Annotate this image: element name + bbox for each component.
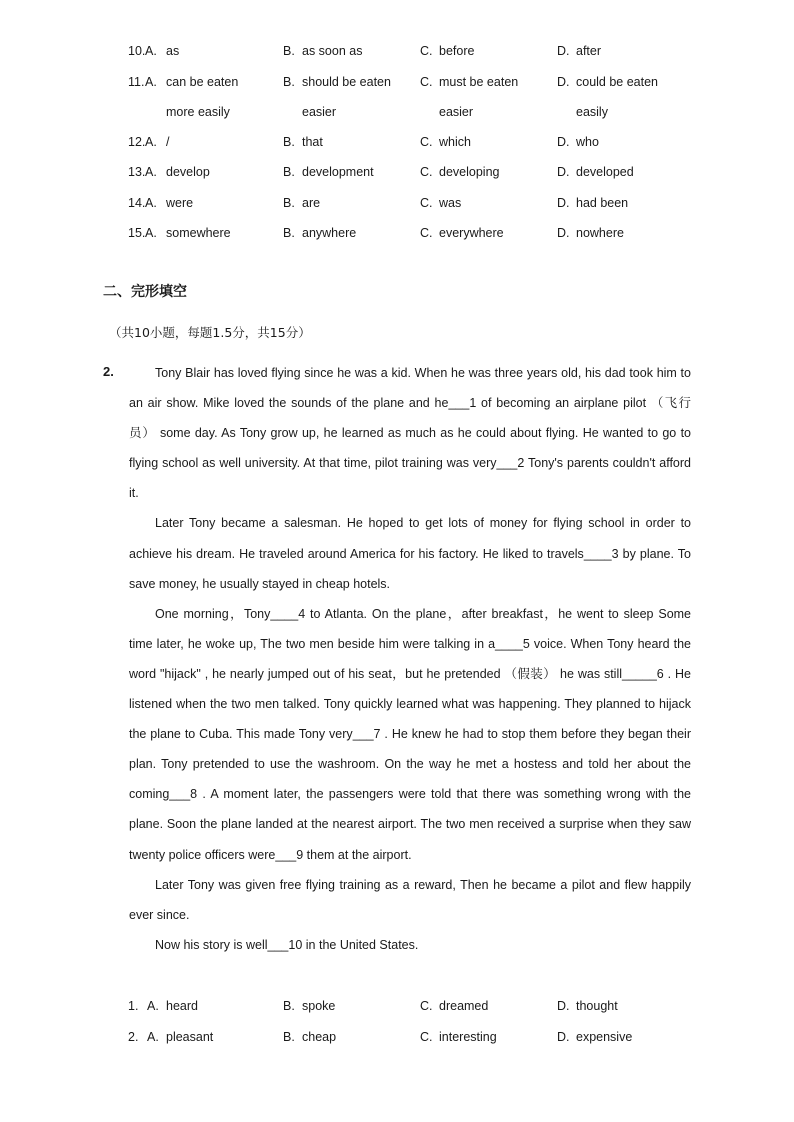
option-d: thought <box>576 999 618 1013</box>
option-row <box>128 188 728 219</box>
paragraph: Tony Blair has loved flying since he was a kid. When he was three years old, his dad took him to an air show. Mike loved the sounds of the plane and he___1 of becoming an airplane pilot （飞行员） some day. As Tony grow up, he learned as much as he could about flying. He wanted to go to flying school as well university. At that time, pilot training was very___2 Tony's parents couldn't afford it. <box>129 366 691 501</box>
option-d: had been <box>576 195 629 210</box>
option-letter: D. <box>557 999 570 1013</box>
option-row <box>128 991 728 1022</box>
option-letter: C. <box>420 134 433 149</box>
option-row <box>128 157 728 188</box>
option-row <box>128 67 728 127</box>
option-letter: B. <box>283 134 295 149</box>
option-d: could be eaten easily <box>576 74 659 119</box>
option-letter: A. <box>145 195 157 210</box>
option-letter: A. <box>145 165 157 179</box>
question-number: 2. <box>128 1029 139 1044</box>
option-c: before <box>439 44 475 58</box>
answer-options <box>128 991 728 1052</box>
blank-10: ___10 <box>267 937 303 952</box>
section-note: （共10小题，每题1.5分，共15分） <box>109 325 311 340</box>
option-b: anywhere <box>302 226 357 240</box>
option-a: / <box>166 134 170 149</box>
question-number: 12. <box>128 134 146 149</box>
section-title: 二、完形填空 <box>103 284 187 300</box>
option-letter: A. <box>145 226 157 240</box>
blank-4: ____4 <box>270 606 306 621</box>
option-c: must be eaten easier <box>439 74 519 119</box>
option-letter: A. <box>145 74 157 89</box>
option-letter: C. <box>420 999 433 1013</box>
option-b: as soon as <box>302 44 363 58</box>
option-d: after <box>576 44 602 58</box>
option-letter: D. <box>557 165 570 179</box>
option-letter: D. <box>557 226 570 240</box>
option-row <box>128 127 728 158</box>
option-letter: B. <box>283 74 295 89</box>
option-a: pleasant <box>166 1029 214 1044</box>
option-letter: B. <box>283 44 295 58</box>
option-a: as <box>166 44 180 58</box>
question-number: 10. <box>128 44 146 58</box>
option-c: which <box>439 134 471 149</box>
option-letter: C. <box>420 1029 433 1044</box>
paragraph: Later Tony became a salesman. He hoped to get lots of money for flying school in order to achieve his dream. He traveled around America for his factory. He liked to travels____3 by plane. To save money, he usually stayed in cheap hotels. <box>129 516 691 591</box>
option-d: expensive <box>576 1029 633 1044</box>
option-a: develop <box>166 165 210 179</box>
option-row <box>128 36 728 67</box>
option-b: development <box>302 165 374 179</box>
option-letter: A. <box>145 134 157 149</box>
paragraph: Now his story is well___10 in the United States. <box>155 937 419 952</box>
option-row <box>128 218 728 249</box>
blank-8: ___8 <box>169 787 198 802</box>
blank-1: ___1 <box>448 396 477 411</box>
blank-3: ____3 <box>583 546 619 561</box>
option-row <box>128 1022 728 1053</box>
blank-6: _____6 <box>622 666 664 681</box>
option-c: interesting <box>439 1029 497 1044</box>
option-letter: D. <box>557 1029 570 1044</box>
option-letter: D. <box>557 195 570 210</box>
option-d: nowhere <box>576 226 624 240</box>
question-number: 2. <box>103 364 114 379</box>
blank-9: ___9 <box>275 847 304 862</box>
option-letter: A. <box>147 999 159 1013</box>
option-b: cheap <box>302 1029 337 1044</box>
option-c: everywhere <box>439 226 504 240</box>
option-d: developed <box>576 165 634 179</box>
option-letter: B. <box>283 1029 295 1044</box>
option-letter: D. <box>557 134 570 149</box>
passage <box>129 358 691 960</box>
option-a: somewhere <box>166 226 231 240</box>
question-number: 14. <box>128 195 146 210</box>
option-letter: B. <box>283 999 295 1013</box>
option-a: were <box>166 195 194 210</box>
question-number: 11. <box>128 74 145 89</box>
option-c: dreamed <box>439 999 489 1013</box>
question-number: 13. <box>128 165 146 179</box>
option-letter: C. <box>420 226 433 240</box>
blank-2: ___2 <box>496 456 525 471</box>
paragraph: Later Tony was given free flying training as a reward, Then he became a pilot and flew happily ever since. <box>129 877 691 922</box>
option-b: are <box>302 195 321 210</box>
blank-5: ____5 <box>495 636 530 651</box>
question-number: 1. <box>128 999 139 1013</box>
question-number: 15. <box>128 226 146 240</box>
option-c: was <box>439 195 462 210</box>
option-c: developing <box>439 165 500 179</box>
option-d: who <box>576 134 599 149</box>
paragraph: One morning，Tony____4 to Atlanta. On the plane，after breakfast，he went to sleep Some time later, he woke up, The two men beside him were talking in a____5 voice. When Tony heard the word "hijack" , he nearly jumped out of his seat，but he pretended （假装） he was still_____6 . He listened when the two men talked. Tony quickly learned what was happening. They planned to hijack the plane to Cuba. This made Tony very___7 . He knew he had to stop them before they began their plan. Tony pretended to use the washroom. On the way he met a hostess and told her about the coming___8 . A moment later, the passengers were told that there was something wrong with the plane. Soon the plane landed at the nearest airport. The two men received a surprise when they saw twenty police officers were___9 them at the airport. <box>129 606 692 862</box>
blank-7: ___7 <box>352 727 381 742</box>
option-letter: D. <box>557 44 570 58</box>
option-b: spoke <box>302 999 336 1013</box>
option-letter: A. <box>145 44 157 58</box>
option-b: that <box>302 134 323 149</box>
option-a: can be eaten more easily <box>166 74 239 119</box>
option-letter: C. <box>420 44 433 58</box>
option-letter: B. <box>283 226 295 240</box>
option-letter: B. <box>283 195 295 210</box>
option-letter: D. <box>557 74 570 89</box>
top-options <box>128 36 728 249</box>
option-letter: C. <box>420 74 433 89</box>
option-b: should be eaten easier <box>302 74 391 119</box>
option-a: heard <box>166 999 198 1013</box>
option-letter: A. <box>147 1029 159 1044</box>
option-letter: C. <box>420 165 433 179</box>
option-letter: B. <box>283 165 295 179</box>
option-letter: C. <box>420 195 433 210</box>
